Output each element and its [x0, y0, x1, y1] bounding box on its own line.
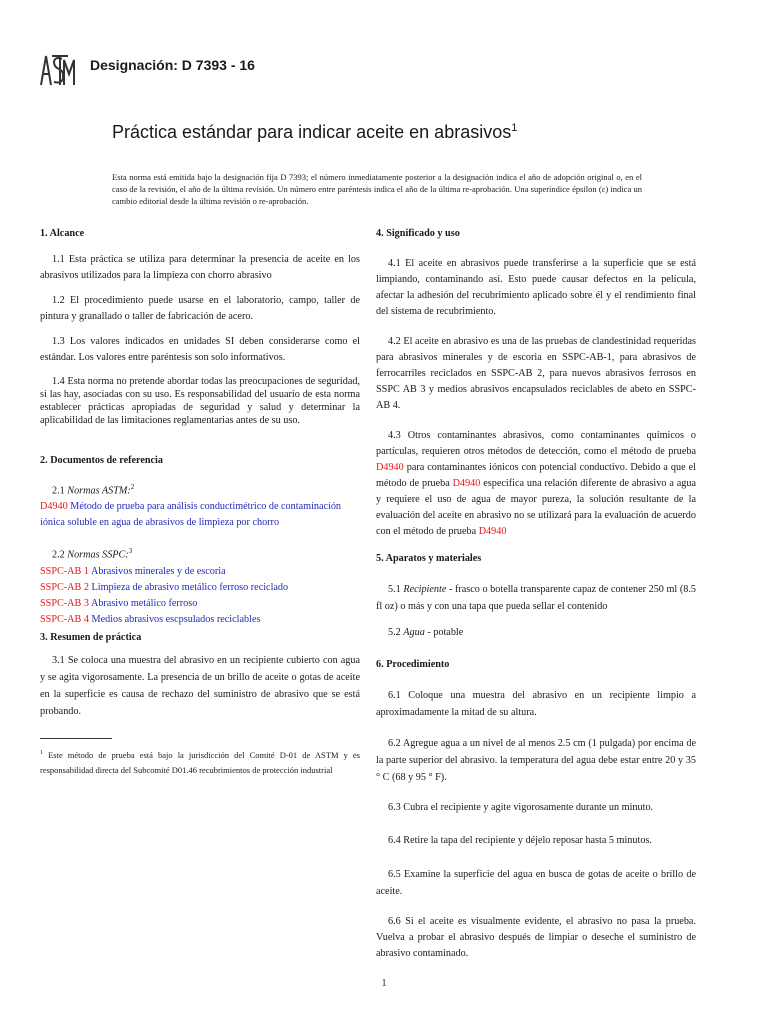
ref-sspc-ab1: SSPC-AB 1 Abrasivos minerales y de escoria — [40, 565, 226, 577]
paragraph-6-6: 6.6 Si el aceite es visualmente evidente, el abrasivo no pasa la prueba. Vuelva a probar el abrasivo después de limpiar o deseche el suministro de abrasivo contaminado. — [376, 916, 696, 959]
footnote: $^1$ Este método de prueba está bajo la jurisdicción del Comité D-01 de ASTM y es responsabilidad directa del Subcomité D01.46 recubrimientos de protección industrial — [40, 749, 360, 775]
ref-sspc-ab2: SSPC-AB 2 Limpieza de abrasivo metálico ferroso reciclado — [40, 581, 289, 593]
paragraph-6-4: 6.4 Retire la tapa del recipiente y déjelo reposar hasta 5 minutos. — [388, 835, 652, 846]
ref-sspc-ab3: SSPC-AB 3 Abrasivo metálico ferroso — [40, 597, 198, 609]
section-4-heading: 4. Significado y uso — [376, 228, 460, 239]
paragraph-3-1: 3.1 Se coloca una muestra del abrasivo en un recipiente cubierto con agua y se agita vigorosamente. La presencia de un brillo de aceite o gotas de aceite en la superficie es causa de rechazo del suministro de abrasivo que se está probando. — [40, 655, 360, 717]
section-1-heading: 1. Alcance — [40, 228, 85, 239]
paragraph-6-2: 6.2 Agregue agua a un nivel de al menos 2.5 cm (1 pulgada) por encima de la parte superior del abrasivo. la temperatura del agua debe estar entre 20 y 35 ° C (68 y 95 ° F). — [376, 738, 696, 783]
paragraph-1-3: 1.3 Los valores indicados en unidades SI deben considerarse como el estándar. Los valores entre paréntesis son solo informativos. — [40, 336, 360, 363]
section-2 — [40, 453, 360, 628]
section-3 — [40, 630, 360, 720]
paragraph-4-1: 4.1 El aceite en abrasivos puede transferirse a la superficie que se está limpiando, contaminando así. Esto puede causar defectos en la película, afectar la adhesión del recubrimiento aplicado sobre él y el rendimiento final del sistema de recubrimiento. — [376, 258, 696, 317]
paragraph-4-3: 4.3 Otros contaminantes abrasivos, como contaminantes químicos o partículas, requieren otros métodos de detección, como el método de prueba D4940 para contaminantes iónicos con potencial conductivo. Debido a que el método de prueba D4940 especifica una relación diferente de abrasivo a agua y requiere el uso de agua de mayor pureza, la solución resultante de la evaluación del aceite en abrasivo no se utilizará para la evaluación de acuerdo con el método de prueba D4940 — [376, 430, 696, 537]
paragraph-1-1: 1.1 Esta práctica se utiliza para determinar la presencia de aceite en los abrasivos utilizados para la limpieza con chorro abrasivo — [40, 254, 360, 281]
paragraph-4-2: 4.2 El aceite en abrasivo es una de las pruebas de clandestinidad requeridas para abrasivos minerales y de escoria en SSPC-AB-1, para abrasivos de ferrocarriles reciclados en SSPC-AB 2, para nuevos abrasivos ferrosos en SSPC AB 3 y medios abrasivos encapsulados reciclables de abeto en SSPC- AB 4. — [376, 336, 696, 411]
paragraph-5-2: 5.2 Agua - potable — [388, 627, 464, 638]
link-d4940-c[interactable]: D4940 — [478, 526, 507, 537]
section-5 — [376, 551, 696, 641]
paragraph-6-3: 6.3 Cubra el recipiente y agite vigorosamente durante un minuto. — [388, 802, 654, 813]
section-2-heading: 2. Documentos de referencia — [40, 455, 163, 466]
section-4 — [376, 226, 696, 540]
link-d4940-b[interactable]: D4940 — [452, 478, 481, 489]
link-sspc-ab3[interactable]: SSPC-AB 3 — [40, 597, 89, 609]
section-3-heading: 3. Resumen de práctica — [40, 632, 142, 643]
ref-sspc-ab4: SSPC-AB 4 Medios abrasivos escpsulados reciclables — [40, 613, 261, 625]
paragraph-6-1: 6.1 Coloque una muestra del abrasivo en un recipiente limpio a aproximadamente la mitad de su altura. — [376, 690, 696, 718]
title-footnote-ref: 1 — [511, 122, 518, 134]
link-sspc-ab1[interactable]: SSPC-AB 1 — [40, 565, 89, 577]
astm-logo — [38, 52, 78, 88]
section-6 — [376, 657, 696, 962]
paragraph-1-4: 1.4 Esta norma no pretende abordar todas las preocupaciones de seguridad, si las hay, asociadas con su uso. Es responsabilidad del usuario de esta norma establecer prácticas apropiadas de seguridad y salud y determinar la aplicabilidad de las limitaciones reglamentarias antes de su uso. — [40, 376, 360, 426]
designation: Designación: D 7393 - 16 — [90, 57, 255, 73]
paragraph-6-5: 6.5 Examine la superficie del agua en busca de gotas de aceite o brillo de aceite. — [376, 869, 696, 897]
section-1 — [40, 226, 360, 427]
link-d4940-a[interactable]: D4940 — [376, 462, 404, 473]
link-sspc-ab4[interactable]: SSPC-AB 4 — [40, 613, 89, 625]
footnote-divider — [40, 738, 112, 739]
page-number: 1 — [381, 978, 387, 989]
astm-standards-label: 2.1 Normas ASTM:$^2$ — [52, 483, 135, 497]
paragraph-5-1: 5.1 Recipiente - frasco o botella transparente capaz de contener 250 ml (8.5 fl oz) o más y con una tapa que pueda sellar el contenido — [376, 584, 697, 612]
ref-d4940: D4940 Método de prueba para análisis conductimétrico de contaminación iónica soluble en agua de abrasivos de limpieza por chorro — [40, 501, 342, 529]
section-6-heading: 6. Procedimiento — [376, 659, 450, 670]
section-5-heading: 5. Aparatos y materiales — [376, 553, 482, 564]
paragraph-1-2: 1.2 El procedimiento puede usarse en el laboratorio, campo, taller de pintura y granallado o taller de fabricación de acero. — [40, 295, 360, 322]
issuance-note: Esta norma está emitida bajo la designación fija D 7393; el número inmediatamente posterior a la designación indica el año de adopción original o, en el caso de la revisión, el año de la última revisión. Un número entre paréntesis indica el año de la última re-aprobación. Una superíndice épsilon (ε) indica un cambio editorial desde la última revisión o re-aprobación. — [112, 172, 642, 206]
link-d4940[interactable]: D4940 — [40, 501, 68, 513]
sspc-standards-label: 2.2 Normas SSPC:$^3$ — [52, 547, 133, 561]
document-title — [112, 118, 532, 143]
title-text: Práctica estándar para indicar aceite en abrasivos — [112, 122, 512, 142]
link-sspc-ab2[interactable]: SSPC-AB 2 — [40, 581, 89, 593]
